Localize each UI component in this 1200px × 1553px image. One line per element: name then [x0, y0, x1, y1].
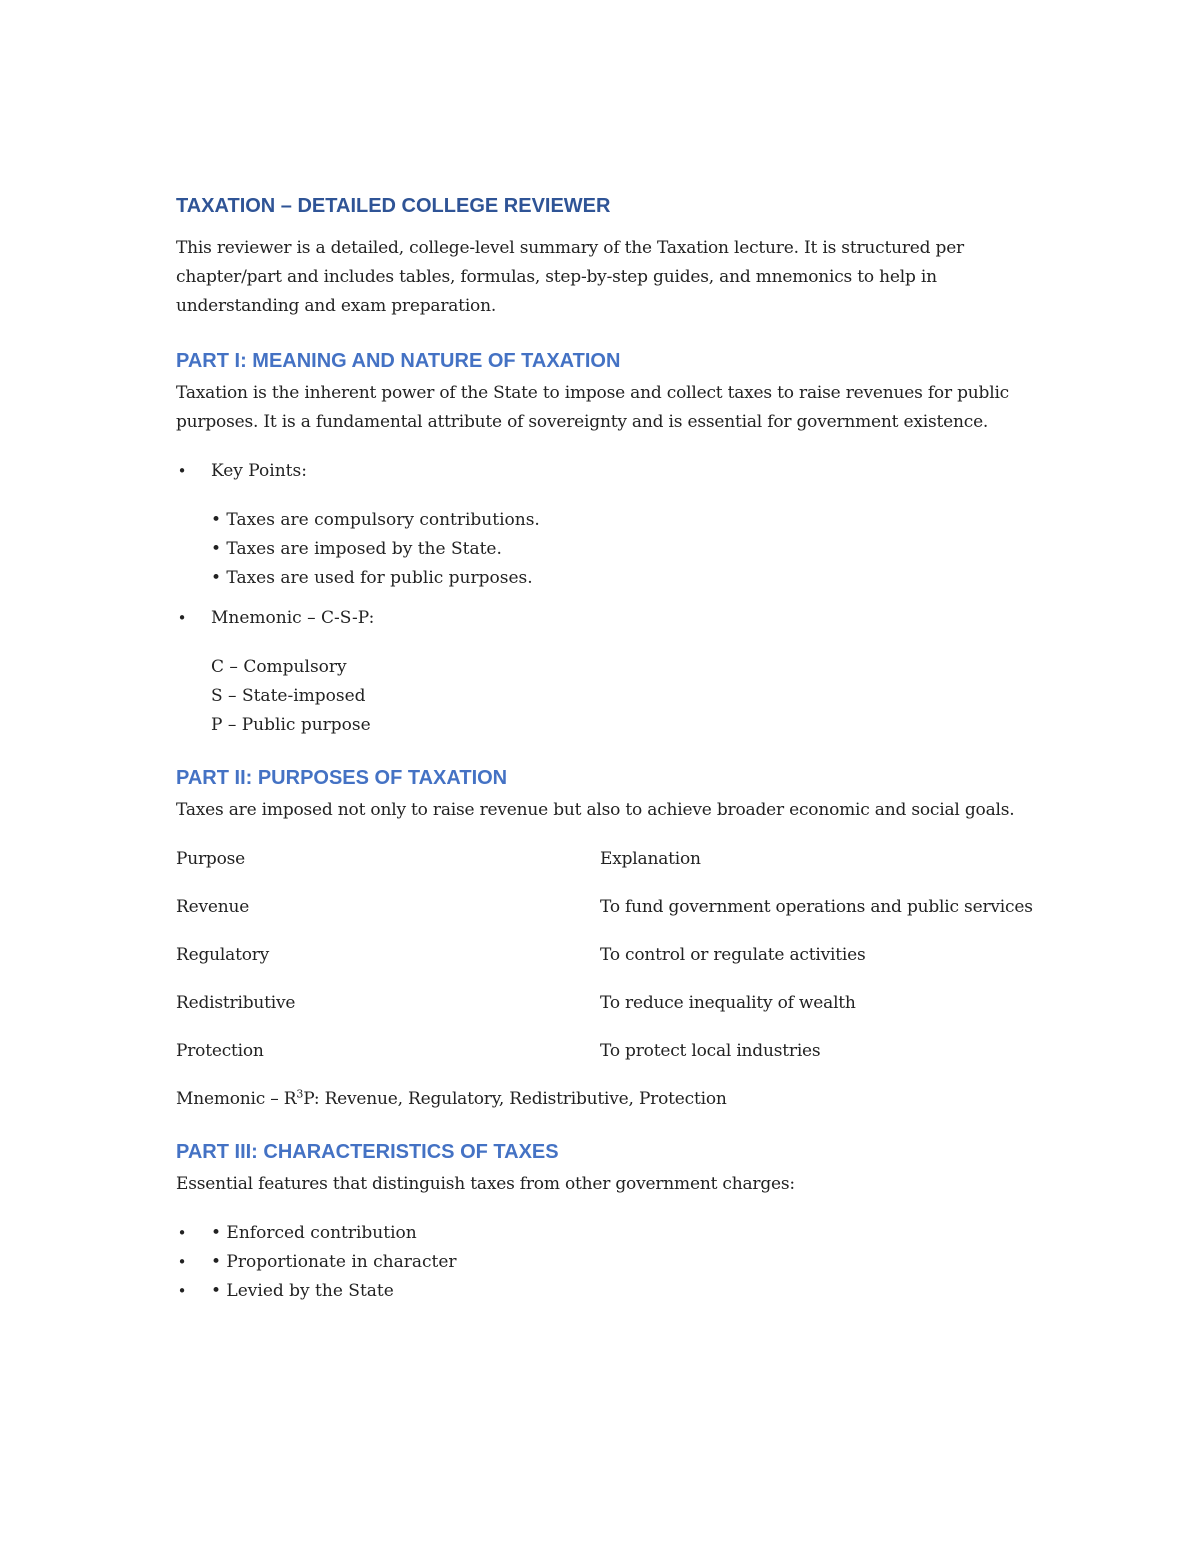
table-row: [176, 941, 1036, 989]
table-cell: Protection: [176, 1041, 264, 1061]
part1-heading: PART I: MEANING AND NATURE OF TAXATION: [176, 350, 621, 372]
part1-body: Taxation is the inherent power of the State to impose and collect taxes to raise revenues for public purposes. It is a fundamental attribute of sovereignty and is essential for government existence.: [176, 383, 1010, 432]
table-header-row: [176, 845, 1036, 893]
list-item: P – Public purpose: [211, 715, 371, 735]
table-cell: To reduce inequality of wealth: [600, 993, 856, 1013]
table-cell: Regulatory: [176, 945, 270, 965]
part2-heading: PART II: PURPOSES OF TAXATION: [176, 767, 508, 789]
table-header-purpose: Purpose: [176, 849, 246, 869]
key-points-label: Key Points:: [211, 461, 307, 481]
bullet-icon: •: [177, 1253, 187, 1271]
list-item: S – State-imposed: [211, 686, 366, 706]
table-cell: To control or regulate activities: [600, 945, 866, 965]
mnemonic-list: [176, 653, 1036, 740]
list-item: [176, 1248, 1036, 1277]
mnemonic-label: Mnemonic – C-S-P:: [211, 608, 375, 628]
characteristic-item: • Enforced contribution: [211, 1223, 417, 1243]
table-cell: To protect local industries: [600, 1041, 821, 1061]
table-header-explanation: Explanation: [600, 849, 701, 869]
list-item: [176, 604, 1036, 633]
document-page: [176, 188, 1036, 1306]
bullet-icon: •: [177, 1282, 187, 1300]
mnemonic-suffix: P: Revenue, Regulatory, Redistributive, Protection: [303, 1089, 727, 1109]
mnemonic-superscript: 3: [296, 1087, 304, 1101]
key-points-list: [176, 506, 1036, 593]
part3-body: Essential features that distinguish taxes from other government charges:: [176, 1174, 795, 1194]
bullet-icon: •: [177, 609, 187, 627]
list-item: • Taxes are compulsory contributions.: [211, 510, 540, 530]
table-cell: Redistributive: [176, 993, 296, 1013]
list-item: • Taxes are used for public purposes.: [211, 568, 533, 588]
table-row: [176, 989, 1036, 1037]
list-item: [176, 1277, 1036, 1306]
list-item: [176, 457, 1036, 486]
part2-body: Taxes are imposed not only to raise revenue but also to achieve broader economic and social goals.: [176, 800, 1015, 820]
list-item: [176, 1219, 1036, 1248]
mnemonic-prefix: Mnemonic – R: [176, 1089, 297, 1109]
document-title: TAXATION – DETAILED COLLEGE REVIEWER: [176, 195, 611, 217]
bullet-icon: •: [177, 462, 187, 480]
table-row: [176, 1037, 1036, 1085]
characteristic-item: • Proportionate in character: [211, 1252, 457, 1272]
list-item: C – Compulsory: [211, 657, 347, 677]
characteristic-item: • Levied by the State: [211, 1281, 394, 1301]
intro-paragraph: This reviewer is a detailed, college-level summary of the Taxation lecture. It is structured per chapter/part and includes tables, formulas, step-by-step guides, and mnemonics to help in understanding and exam preparation.: [176, 238, 964, 316]
part2-mnemonic: [176, 1085, 1036, 1114]
list-item: • Taxes are imposed by the State.: [211, 539, 502, 559]
table-cell: To fund government operations and public services: [600, 897, 1033, 917]
purposes-table: [176, 845, 1036, 1085]
bullet-icon: •: [177, 1224, 187, 1242]
table-cell: Revenue: [176, 897, 250, 917]
table-row: [176, 893, 1036, 941]
part3-heading: PART III: CHARACTERISTICS OF TAXES: [176, 1141, 559, 1163]
